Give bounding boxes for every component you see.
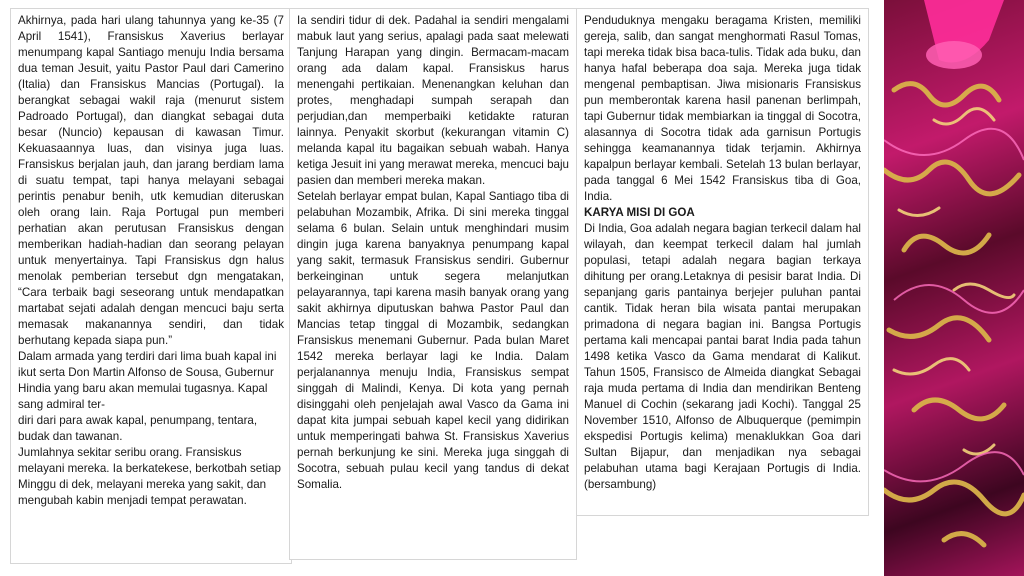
column1-paragraph-3: Jumlahnya sekitar seribu orang. Fransiskus melayani mereka. Ia berkatekese, berkotbah setiap Minggu di dek, melayani mereka yang sakit, dan mengubah kabin menjadi tempat perawatan.: [18, 446, 281, 507]
article-column-1: [10, 8, 292, 564]
party-streamers-decor: [884, 0, 1024, 576]
column2-paragraph-2: Setelah berlayar empat bulan, Kapal Santiago tiba di pelabuhan Mozambik, Afrika. Di sini mereka tinggal selama 6 bulan. Selain untuk menghindari musim dingin juga karena banyaknya penumpang kapal yang sakit, termasuk Fransiskus sendiri. Gubernur berkeinginan untuk segera melanjutkan pelayarannya, tapi karena masih banyak orang yang sakit akhirnya diputuskan bahwa Pastor Paul dan Mancias tetap tinggal di Mozambik, sedangkan Fransiskus menemani Gubernur. Pada bulan Maret 1542 mereka berlayar lagi ke India. Dalam perjalanannya menuju India, Fransiskus sempat singgah di Malindi, Kenya. Di kota yang pernah disinggahi oleh penjelajah awal Vasco da Gama ini dapat kita jumpai sebuah kapel kecil yang didirikan untuk memperingati bahwa St. Fransiskus Xaverius pernah berkunjung ke sini. Mereka juga singgah di Socotra, sebuah pulau kecil yang tandus di dekat Somalia.: [297, 190, 569, 491]
article-column-2: [289, 8, 577, 560]
column1-paragraph-2: Dalam armada yang terdiri dari lima buah kapal ini ikut serta Don Martin Alfonso de Sousa, Gubernur Hindia yang baru akan memulai tugasnya. Kapal sang admiral ter- diri dari para awak kapal, penumpang, tentara, budak dan tawanan.: [18, 350, 277, 443]
section-heading: KARYA MISI DI GOA: [584, 206, 695, 219]
column2-paragraph-1: Ia sendiri tidur di dek. Padahal ia sendiri mengalami mabuk laut yang serius, apalagi pada saat melewati Tanjung Harapan yang dingin. Bermacam-macam orang ada dalam kapal. Fransiskus harus menengahi pertikaian. Menenangkan keluhan dan protes, menghadapi sumpah serapah dan perjudian,dan memperbaiki ketidakte raturan lainnya. Penyakit skorbut (kekurangan vitamin C) melanda kapal itu bagaikan sebuah wabah. Hanya ketiga Jesuit ini yang merawat mereka, mencuci baju pasien dan memberi mereka makan.: [297, 14, 569, 187]
column3-paragraph-2: Di India, Goa adalah negara bagian terkecil dalam hal wilayah, dan keempat terkecil dalam hal jumlah populasi, tetapi adalah negara bagian terkaya dihitung per orang.Letaknya di pesisir barat India. Di sepanjang garis pantainya berjejer puluhan pantai cantik. Tidak heran bila wisata pantai merupakan primadona di negara bagian ini. Bangsa Portugis pertama kali mencapai pantai barat India pada tahun 1498 ketika Vasco da Gama mendarat di Kalikut. Tahun 1505, Fransisco de Almeida diangkat Sebagai raja muda pertama di India dan mendirikan Benteng Manuel di Cochin (sekarang jadi Kochi). Tanggal 25 November 1510, Alfonso de Albuquerque (pemimpin ekspedisi Portugis kelima) menaklukkan Goa dari Sultan Bijapur, dan menjadikan nya sebagai pelabuhan utama bagi Kerajaan Portugis di India. (bersambung): [584, 222, 861, 491]
column3-paragraph-1: Penduduknya mengaku beragama Kristen, memiliki gereja, salib, dan sangat menghormati Rasul Tomas, tapi mereka tidak bisa baca-tulis. Tidak ada buku, dan hanya hafal beberapa doa saja. Mereka juga tidak mengenal pembaptisan. Jiwa misionaris Fransiskus pun memberontak karena hasil panenan berlimpah, tapi Gubernur tidak membiarkan ia tinggal di Socotra, alasannya di Socotra tidak ada garnisun Portugis sehingga keamanannya tidak terjamin. Akhirnya kapalpun berlayar kembali. Setelah 13 bulan berlayar, pada tanggal 6 Mei 1542 Fransiskus tiba di Goa, India.: [584, 14, 861, 203]
article-column-3: [576, 8, 869, 516]
column1-paragraph-1: Akhirnya, pada hari ulang tahunnya yang ke-35 (7 April 1541), Fransiskus Xaverius berlayar menumpang kapal Santiago menuju India bersama dua teman Jesuit, yaitu Pastor Paul dari Camerino (Italia) dan Fransiskus Mancias (Portugal). Ia berangkat sebagai wakil raja (menurut sistem Padroado Portugal), dan diangkat sebagai duta besar (Nuncio) kepausan di kawasan Timur. Kekuasaannya luas, dan visinya juga luas. Fransiskus berjalan jauh, dan jarang berdiam lama di suatu tempat, tapi hanya melayani sebagai perintis penabur benih, utk kemudian diteruskan oleh orang lain. Raja Portugal pun memberi perhatian akan perutusan Fransiskus dengan memberikan hadiah-hadian dan seorang pelayan untuk menyertainya. Tapi Fransiskus dgn halus menolak pemberian tersebut dgn mengatakan, “Cara terbaik bagi seseorang untuk mendapatkan martabat sejati adalah dengan mencuci baju serta memasak makanannya sendiri, dan tidak berhutang kepada siapa pun.”: [18, 14, 284, 347]
streamers-illustration: [884, 0, 1024, 576]
